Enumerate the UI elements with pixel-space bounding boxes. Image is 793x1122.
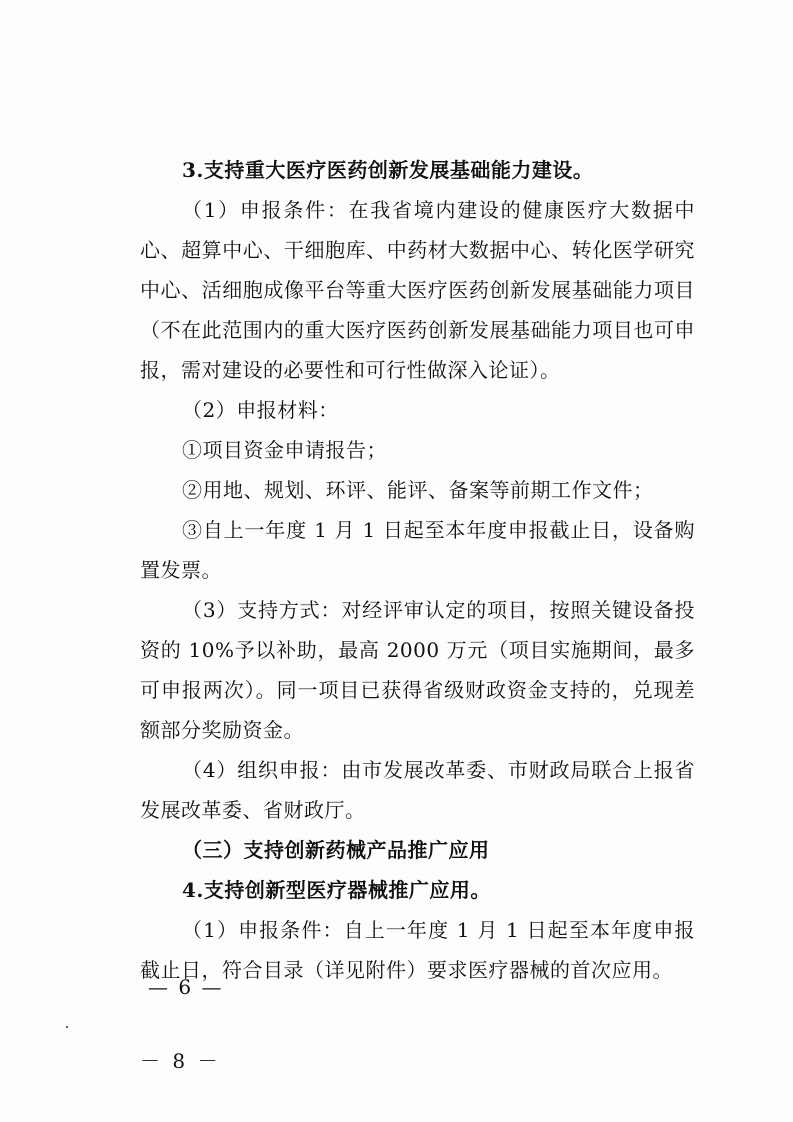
paragraph-material-2: ②用地、规划、环评、能评、备案等前期工作文件； bbox=[182, 478, 654, 502]
paragraph-support-method: （3）支持方式：对经评审认定的项目，按照关键设备投资的 10%予以补助，最高 2000 万元（项目实施期间，最多可申报两次）。同一项目已获得省级财政资金支持的，兑现差额部分奖励资金。 bbox=[140, 598, 695, 742]
document-body bbox=[140, 150, 695, 990]
paragraph-application-conditions: （1）申报条件：在我省境内建设的健康医疗大数据中心、超算中心、干细胞库、中药材大数据中心、转化医学研究中心、活细胞成像平台等重大医疗医药创新发展基础能力项目（不在此范围内的重大医疗医药创新发展基础能力项目也可申报，需对建设的必要性和可行性做深入论证）。 bbox=[140, 198, 695, 382]
scan-speck bbox=[66, 1026, 68, 1028]
heading-item-3: 3.支持重大医疗医药创新发展基础能力建设。 bbox=[182, 158, 594, 182]
paragraph-organize-application: （4）组织申报：由市发展改革委、市财政局联合上报省发展改革委、省财政厅。 bbox=[140, 758, 695, 822]
outer-page-number: － 8 － bbox=[140, 1049, 221, 1073]
paragraph-material-3: ③自上一年度 1 月 1 日起至本年度申报截止日，设备购置发票。 bbox=[140, 518, 695, 582]
paragraph-application-materials: （2）申报材料： bbox=[182, 398, 339, 422]
heading-item-4: 4.支持创新型医疗器械推广应用。 bbox=[182, 878, 491, 902]
heading-section-3: （三）支持创新药械产品推广应用 bbox=[182, 838, 490, 862]
paragraph-material-1: ①项目资金申请报告； bbox=[182, 438, 387, 462]
paragraph-item-4-conditions: （1）申报条件：自上一年度 1 月 1 日起至本年度申报截止日，符合目录（详见附件）要求医疗器械的首次应用。 bbox=[140, 918, 695, 982]
page-number: — 6 — bbox=[148, 975, 224, 999]
